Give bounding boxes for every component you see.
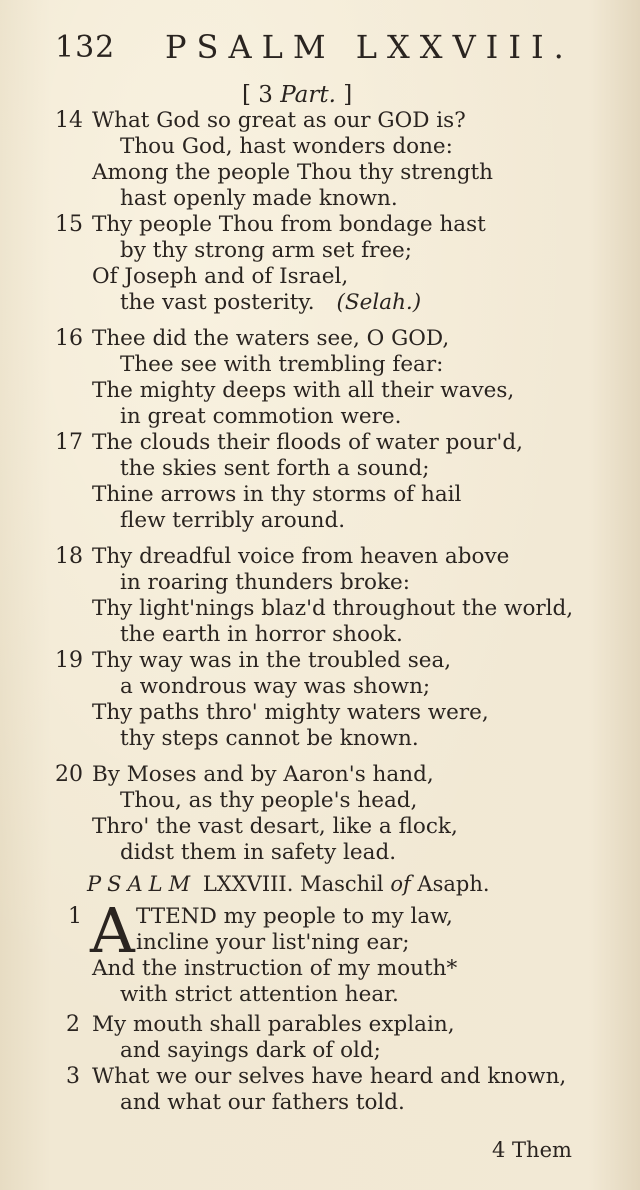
verse-line: By Moses and by Aaron's hand, xyxy=(92,762,434,787)
verse-line: Thy light'nings blaz'd throughout the world, xyxy=(92,596,574,621)
verse-line: hast openly made known. xyxy=(120,186,398,211)
part-label: [ 3 Part. ] xyxy=(242,82,353,108)
running-title: PSALM LXXVIII. xyxy=(165,28,574,66)
verse-number: 3 xyxy=(66,1064,80,1089)
verse-line: Thine arrows in thy storms of hail xyxy=(92,482,462,507)
verse-line: What God so great as our GOD is? xyxy=(92,108,466,133)
verse-line: TTEND my people to my law, xyxy=(136,904,453,929)
verse-number: 14 xyxy=(55,108,83,133)
verse-line: the earth in horror shook. xyxy=(120,622,403,647)
verse-line: Thy people Thou from bondage hast xyxy=(92,212,486,237)
verse-line: with strict attention hear. xyxy=(120,982,399,1007)
verse-number: 16 xyxy=(55,326,83,351)
verse-line: the vast posterity. (Selah.) xyxy=(120,290,422,315)
verse-number: 20 xyxy=(55,762,83,787)
verse-line: The mighty deeps with all their waves, xyxy=(92,378,515,403)
verse-line: Thy way was in the troubled sea, xyxy=(92,648,452,673)
verse-line: Thy dreadful voice from heaven above xyxy=(92,544,510,569)
verse-number: 1 xyxy=(68,904,82,929)
verse-line: incline your list'ning ear; xyxy=(136,930,410,955)
verse-line: Among the people Thou thy strength xyxy=(92,160,494,185)
selah-mark: (Selah.) xyxy=(336,290,422,315)
verse-line: in great commotion were. xyxy=(120,404,402,429)
verse-line: Thee see with trembling fear: xyxy=(120,352,444,377)
verse-line: a wondrous way was shown; xyxy=(120,674,431,699)
verse-line: Thee did the waters see, O GOD, xyxy=(92,326,450,351)
verse-line: Thy paths thro' mighty waters were, xyxy=(92,700,489,725)
verse-line: in roaring thunders broke: xyxy=(120,570,410,595)
verse-number: 2 xyxy=(66,1012,80,1037)
verse-line: The clouds their floods of water pour'd, xyxy=(92,430,523,455)
verse-number: 15 xyxy=(55,212,83,237)
verse-number: 19 xyxy=(55,648,83,673)
verse-line: and what our fathers told. xyxy=(120,1090,405,1115)
verse-line: What we our selves have heard and known, xyxy=(92,1064,567,1089)
verse-line: didst them in safety lead. xyxy=(120,840,397,865)
verse-number: 18 xyxy=(55,544,83,569)
verse-line: Thou, as thy people's head, xyxy=(120,788,418,813)
verse-line: flew terribly around. xyxy=(120,508,346,533)
catchword: 4 Them xyxy=(492,1138,572,1162)
verse-line: My mouth shall parables explain, xyxy=(92,1012,455,1037)
verse-line: and sayings dark of old; xyxy=(120,1038,381,1063)
verse-line: Thou God, hast wonders done: xyxy=(120,134,453,159)
psalm-heading: PSALM LXXVIII. Maschil of Asaph. xyxy=(87,872,490,896)
verse-line: the skies sent forth a sound; xyxy=(120,456,430,481)
verse-line: by thy strong arm set free; xyxy=(120,238,413,263)
verse-line: thy steps cannot be known. xyxy=(120,726,419,751)
verse-line: Thro' the vast desart, like a flock, xyxy=(92,814,458,839)
verse-number: 17 xyxy=(55,430,83,455)
verse-line: And the instruction of my mouth* xyxy=(92,956,458,981)
drop-cap: A xyxy=(90,894,135,967)
page-number: 132 xyxy=(55,30,116,65)
verse-line: Of Joseph and of Israel, xyxy=(92,264,349,289)
